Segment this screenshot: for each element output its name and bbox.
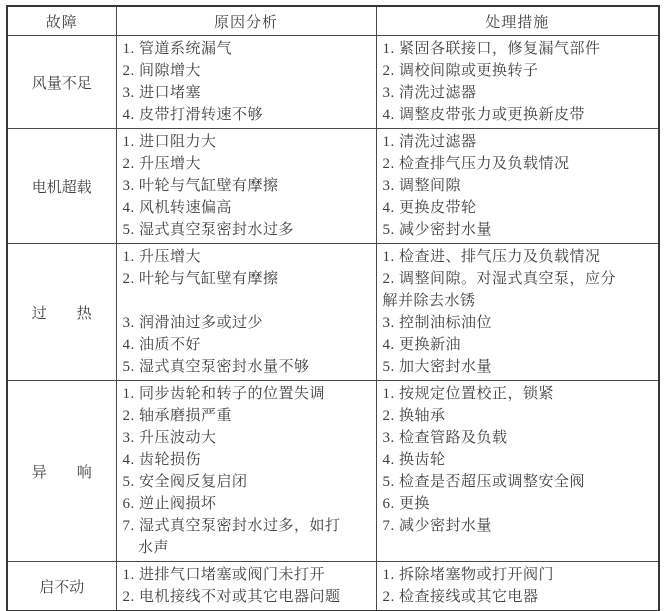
table-row <box>7 381 659 562</box>
actions-cell <box>376 36 659 129</box>
cell-line: 5. 湿式真空泵密封水量不够 <box>122 359 310 375</box>
cell-line: 1. 拆除堵塞物或打开阀门 <box>382 567 555 583</box>
cell-line: 2. 叶轮与气缸壁有摩擦 <box>122 271 279 287</box>
causes-cell <box>116 562 376 611</box>
cell-line: 2. 调校间隙或更换转子 <box>382 63 539 79</box>
cell-line: 3. 控制油标油位 <box>382 315 493 331</box>
fault-cell: 风量不足 <box>7 36 116 129</box>
col-header-treatment-measures: 处理措施 <box>376 6 659 36</box>
actions-cell <box>376 381 659 562</box>
actions-cell <box>376 562 659 611</box>
cell-line: 4. 更换新油 <box>382 337 462 353</box>
cell-line: 1. 升压增大 <box>122 249 202 265</box>
cell-line: 4. 皮带打滑转速不够 <box>122 107 264 123</box>
cell-line: 水声 <box>122 540 170 556</box>
col-header-cause-analysis: 原因分析 <box>116 6 376 36</box>
cell-line: 2. 升压增大 <box>122 156 202 172</box>
cell-line: 4. 风机转速偏高 <box>122 200 233 216</box>
cell-line: 2. 检查排气压力及负载情况 <box>382 156 570 172</box>
header-row <box>7 6 659 36</box>
cell-line: 1. 进口阻力大 <box>122 134 217 150</box>
table-row <box>7 36 659 129</box>
table-row <box>7 562 659 611</box>
cell-line: 1. 进排气口堵塞或阀门未打开 <box>122 567 326 583</box>
cell-line: 4. 齿轮损伤 <box>122 452 202 468</box>
cell-line: 4. 油质不好 <box>122 337 202 353</box>
cell-line: 1. 管道系统漏气 <box>122 41 233 57</box>
cell-line: 5. 湿式真空泵密封水过多 <box>122 222 295 238</box>
cell-line: 3. 调整间隙 <box>382 178 462 194</box>
cell-line: 2. 检查接线或其它电器 <box>382 589 539 605</box>
actions-cell <box>376 244 659 381</box>
cell-line: 3. 润滑油过多或过少 <box>122 315 264 331</box>
cell-line: 2. 轴承磨损严重 <box>122 408 233 424</box>
cell-line: 解并除去水锈 <box>382 293 476 309</box>
fault-cell: 启不动 <box>7 562 116 611</box>
cell-line <box>123 290 372 312</box>
fault-cell: 异 响 <box>7 381 116 562</box>
fault-cell: 电机超载 <box>7 129 116 244</box>
cell-line: 2. 换轴承 <box>382 408 446 424</box>
col-header-fault: 故障 <box>7 6 116 36</box>
cell-line: 1. 按规定位置校正，锁紧 <box>382 386 555 402</box>
causes-cell <box>116 36 376 129</box>
cell-line: 3. 进口堵塞 <box>122 85 202 101</box>
causes-cell <box>116 244 376 381</box>
cell-line: 5. 安全阀反复启闭 <box>122 474 248 490</box>
fault-cell: 过 热 <box>7 244 116 381</box>
causes-cell <box>116 381 376 562</box>
table-body <box>7 36 659 611</box>
table-row <box>7 244 659 381</box>
cell-line: 4. 调整皮带张力或更换新皮带 <box>382 107 586 123</box>
cell-line: 6. 更换 <box>382 496 431 512</box>
cell-line: 5. 减少密封水量 <box>382 222 493 238</box>
cell-line: 1. 紧固各联接口，修复漏气部件 <box>382 41 601 57</box>
cell-line: 3. 检查管路及负载 <box>382 430 508 446</box>
cell-line: 2. 电机接线不对或其它电器问题 <box>122 589 341 605</box>
table-header <box>7 6 659 36</box>
cell-line: 1. 同步齿轮和转子的位置失调 <box>122 386 326 402</box>
cell-line: 7. 湿式真空泵密封水过多，如打 <box>122 518 341 534</box>
fault-diagnosis-table <box>6 5 660 611</box>
cell-line: 6. 逆止阀损坏 <box>122 496 217 512</box>
cell-line: 7. 减少密封水量 <box>382 518 493 534</box>
cell-line: 2. 调整间隙。对湿式真空泵，应分 <box>382 271 617 287</box>
table-row <box>7 129 659 244</box>
cell-line: 2. 间隙增大 <box>122 63 202 79</box>
cell-line: 4. 换齿轮 <box>382 452 446 468</box>
cell-line: 1. 清洗过滤器 <box>382 134 477 150</box>
cell-line: 3. 清洗过滤器 <box>382 85 477 101</box>
cell-line: 3. 升压波动大 <box>122 430 217 446</box>
causes-cell <box>116 129 376 244</box>
cell-line: 1. 检查进、排气压力及负载情况 <box>382 249 601 265</box>
cell-line: 5. 加大密封水量 <box>382 359 493 375</box>
cell-line: 3. 叶轮与气缸壁有摩擦 <box>122 178 279 194</box>
cell-line: 5. 检查是否超压或调整安全阀 <box>382 474 586 490</box>
cell-line: 4. 更换皮带轮 <box>382 200 477 216</box>
actions-cell <box>376 129 659 244</box>
